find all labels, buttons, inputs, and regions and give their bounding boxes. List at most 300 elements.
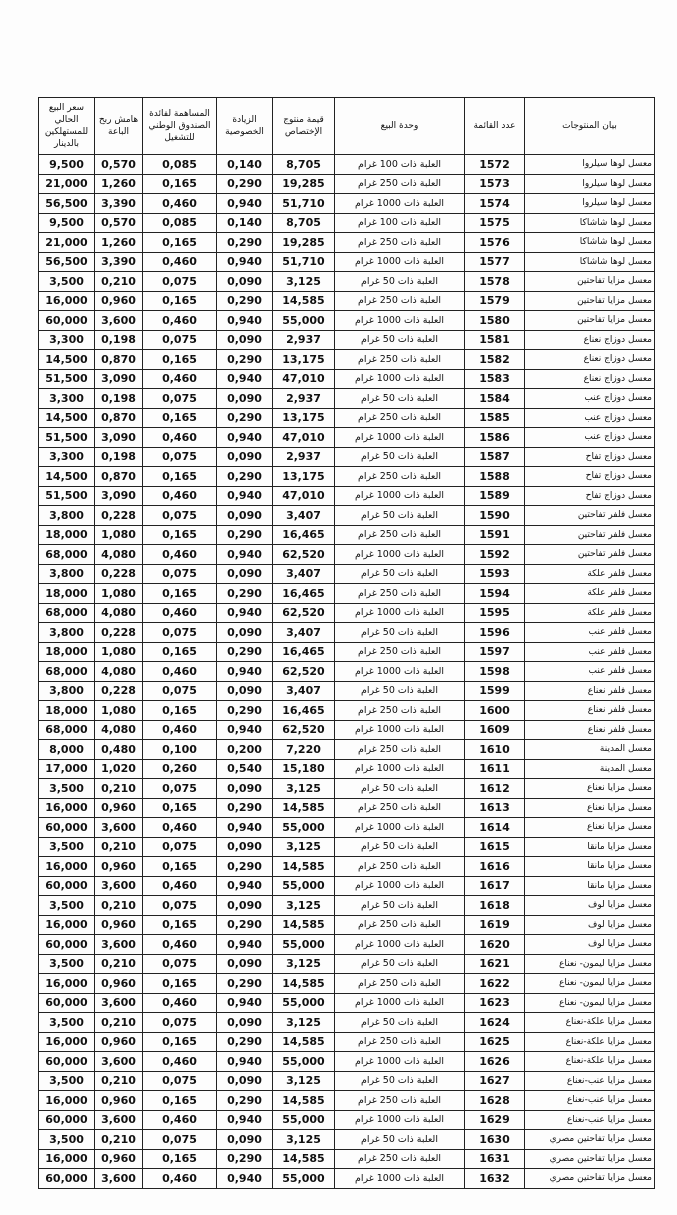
sale-unit-cell: العلبة ذات 1000 غرام	[335, 428, 465, 448]
sale-unit-cell: العلبة ذات 100 غرام	[335, 213, 465, 233]
sale-unit-cell: العلبة ذات 1000 غرام	[335, 252, 465, 272]
special-increase-cell: 0,290	[217, 350, 273, 370]
seller-margin-cell: 3,600	[95, 1110, 143, 1130]
table-row	[39, 701, 655, 721]
seller-margin-cell: 0,198	[95, 330, 143, 350]
product-name-cell: معسل فلفر تفاحتين	[525, 545, 655, 565]
consumer-price-cell: 14,500	[39, 350, 95, 370]
seller-margin-cell: 3,600	[95, 876, 143, 896]
table-row	[39, 623, 655, 643]
product-name-cell: معسل فلفر نعناع	[525, 720, 655, 740]
seller-margin-cell: 1,260	[95, 233, 143, 253]
sale-unit-cell: العلبة ذات 250 غرام	[335, 798, 465, 818]
seller-margin-cell: 3,600	[95, 993, 143, 1013]
employment-fund-cell: 0,460	[143, 545, 217, 565]
list-number-cell: 1587	[465, 447, 525, 467]
sale-unit-cell: العلبة ذات 1000 غرام	[335, 662, 465, 682]
employment-fund-cell: 0,165	[143, 1149, 217, 1169]
product-name-cell: معسل فلفر نعناع	[525, 701, 655, 721]
sale-unit-cell: العلبة ذات 1000 غرام	[335, 935, 465, 955]
employment-fund-cell: 0,460	[143, 486, 217, 506]
sale-unit-cell: العلبة ذات 250 غرام	[335, 233, 465, 253]
product-name-cell: معسل مزايا تفاحتين	[525, 311, 655, 331]
seller-margin-cell: 3,600	[95, 935, 143, 955]
employment-fund-cell: 0,075	[143, 506, 217, 526]
sale-unit-cell: العلبة ذات 250 غرام	[335, 584, 465, 604]
consumer-price-cell: 18,000	[39, 584, 95, 604]
product-value-cell: 13,175	[273, 467, 335, 487]
list-number-cell: 1575	[465, 213, 525, 233]
product-name-cell: معسل مزايا تفاحتين	[525, 291, 655, 311]
seller-margin-cell: 0,210	[95, 1130, 143, 1150]
header-unit: وحدة البيع	[335, 98, 465, 155]
product-name-cell: معسل مزايا مانقا	[525, 837, 655, 857]
seller-margin-cell: 0,210	[95, 896, 143, 916]
table-row	[39, 545, 655, 565]
table-row	[39, 1013, 655, 1033]
seller-margin-cell: 0,210	[95, 1071, 143, 1091]
special-increase-cell: 0,090	[217, 1130, 273, 1150]
special-increase-cell: 0,940	[217, 1169, 273, 1189]
employment-fund-cell: 0,460	[143, 603, 217, 623]
product-value-cell: 3,407	[273, 506, 335, 526]
product-value-cell: 47,010	[273, 486, 335, 506]
product-name-cell: معسل دوزاج عنب	[525, 389, 655, 409]
table-row	[39, 1032, 655, 1052]
table-row	[39, 720, 655, 740]
price-table	[38, 97, 655, 1189]
employment-fund-cell: 0,075	[143, 681, 217, 701]
product-value-cell: 3,125	[273, 1013, 335, 1033]
special-increase-cell: 0,940	[217, 1110, 273, 1130]
product-value-cell: 3,407	[273, 564, 335, 584]
sale-unit-cell: العلبة ذات 1000 غرام	[335, 603, 465, 623]
product-name-cell: معسل لوها شاشاكا	[525, 233, 655, 253]
seller-margin-cell: 3,390	[95, 252, 143, 272]
product-name-cell: معسل مزايا نعناع	[525, 779, 655, 799]
employment-fund-cell: 0,460	[143, 1052, 217, 1072]
sale-unit-cell: العلبة ذات 250 غرام	[335, 974, 465, 994]
product-name-cell: معسل فلفر تفاحتين	[525, 525, 655, 545]
product-value-cell: 13,175	[273, 408, 335, 428]
special-increase-cell: 0,090	[217, 330, 273, 350]
employment-fund-cell: 0,075	[143, 564, 217, 584]
product-value-cell: 13,175	[273, 350, 335, 370]
list-number-cell: 1627	[465, 1071, 525, 1091]
consumer-price-cell: 3,300	[39, 389, 95, 409]
sale-unit-cell: العلبة ذات 250 غرام	[335, 701, 465, 721]
employment-fund-cell: 0,460	[143, 876, 217, 896]
product-value-cell: 14,585	[273, 1091, 335, 1111]
table-row	[39, 467, 655, 487]
product-value-cell: 14,585	[273, 798, 335, 818]
special-increase-cell: 0,290	[217, 291, 273, 311]
special-increase-cell: 0,290	[217, 1091, 273, 1111]
employment-fund-cell: 0,165	[143, 467, 217, 487]
table-row	[39, 603, 655, 623]
table-row	[39, 564, 655, 584]
special-increase-cell: 0,940	[217, 603, 273, 623]
product-value-cell: 55,000	[273, 876, 335, 896]
consumer-price-cell: 60,000	[39, 311, 95, 331]
seller-margin-cell: 3,090	[95, 428, 143, 448]
employment-fund-cell: 0,165	[143, 857, 217, 877]
consumer-price-cell: 68,000	[39, 603, 95, 623]
list-number-cell: 1598	[465, 662, 525, 682]
header-tax: الزيادة الخصوصية	[217, 98, 273, 155]
employment-fund-cell: 0,075	[143, 623, 217, 643]
list-number-cell: 1574	[465, 194, 525, 214]
list-number-cell: 1585	[465, 408, 525, 428]
special-increase-cell: 0,090	[217, 681, 273, 701]
consumer-price-cell: 56,500	[39, 194, 95, 214]
special-increase-cell: 0,090	[217, 837, 273, 857]
employment-fund-cell: 0,460	[143, 428, 217, 448]
product-value-cell: 62,520	[273, 662, 335, 682]
seller-margin-cell: 1,080	[95, 584, 143, 604]
special-increase-cell: 0,290	[217, 1149, 273, 1169]
product-value-cell: 47,010	[273, 369, 335, 389]
product-value-cell: 55,000	[273, 935, 335, 955]
consumer-price-cell: 68,000	[39, 662, 95, 682]
sale-unit-cell: العلبة ذات 1000 غرام	[335, 545, 465, 565]
seller-margin-cell: 4,080	[95, 720, 143, 740]
product-name-cell: معسل مزايا لوف	[525, 915, 655, 935]
seller-margin-cell: 1,260	[95, 174, 143, 194]
table-row	[39, 935, 655, 955]
special-increase-cell: 0,290	[217, 1032, 273, 1052]
header-value: قيمة منتوج الإختصاص	[273, 98, 335, 155]
table-row	[39, 1169, 655, 1189]
product-name-cell: معسل لوها سيلروا	[525, 174, 655, 194]
special-increase-cell: 0,090	[217, 954, 273, 974]
table-row	[39, 642, 655, 662]
list-number-cell: 1614	[465, 818, 525, 838]
consumer-price-cell: 21,000	[39, 233, 95, 253]
list-number-cell: 1580	[465, 311, 525, 331]
list-number-cell: 1622	[465, 974, 525, 994]
special-increase-cell: 0,140	[217, 213, 273, 233]
product-name-cell: معسل دوزاج تفاح	[525, 467, 655, 487]
table-row	[39, 1149, 655, 1169]
employment-fund-cell: 0,460	[143, 1169, 217, 1189]
seller-margin-cell: 0,960	[95, 1149, 143, 1169]
seller-margin-cell: 0,210	[95, 837, 143, 857]
special-increase-cell: 0,090	[217, 1071, 273, 1091]
product-value-cell: 3,125	[273, 1071, 335, 1091]
special-increase-cell: 0,940	[217, 818, 273, 838]
seller-margin-cell: 0,870	[95, 408, 143, 428]
table-row	[39, 389, 655, 409]
seller-margin-cell: 3,600	[95, 1169, 143, 1189]
seller-margin-cell: 1,080	[95, 525, 143, 545]
employment-fund-cell: 0,165	[143, 974, 217, 994]
product-name-cell: معسل مزايا تفاحتين	[525, 272, 655, 292]
consumer-price-cell: 3,800	[39, 623, 95, 643]
list-number-cell: 1612	[465, 779, 525, 799]
product-value-cell: 14,585	[273, 857, 335, 877]
sale-unit-cell: العلبة ذات 250 غرام	[335, 174, 465, 194]
employment-fund-cell: 0,075	[143, 389, 217, 409]
product-value-cell: 14,585	[273, 1032, 335, 1052]
special-increase-cell: 0,940	[217, 194, 273, 214]
employment-fund-cell: 0,165	[143, 701, 217, 721]
table-row	[39, 330, 655, 350]
consumer-price-cell: 3,800	[39, 681, 95, 701]
table-row	[39, 311, 655, 331]
table-row	[39, 798, 655, 818]
product-value-cell: 8,705	[273, 213, 335, 233]
consumer-price-cell: 3,500	[39, 1130, 95, 1150]
product-name-cell: معسل مزايا علكة-نعناع	[525, 1052, 655, 1072]
special-increase-cell: 0,940	[217, 428, 273, 448]
list-number-cell: 1620	[465, 935, 525, 955]
consumer-price-cell: 16,000	[39, 798, 95, 818]
sale-unit-cell: العلبة ذات 50 غرام	[335, 1071, 465, 1091]
seller-margin-cell: 0,210	[95, 954, 143, 974]
employment-fund-cell: 0,165	[143, 1032, 217, 1052]
consumer-price-cell: 60,000	[39, 993, 95, 1013]
table-row	[39, 759, 655, 779]
list-number-cell: 1625	[465, 1032, 525, 1052]
sale-unit-cell: العلبة ذات 50 غرام	[335, 564, 465, 584]
employment-fund-cell: 0,075	[143, 1130, 217, 1150]
special-increase-cell: 0,940	[217, 252, 273, 272]
sale-unit-cell: العلبة ذات 50 غرام	[335, 954, 465, 974]
table-row	[39, 740, 655, 760]
special-increase-cell: 0,940	[217, 1052, 273, 1072]
header-margin: هامش ربح الباعة	[95, 98, 143, 155]
product-name-cell: معسل مزايا مانقا	[525, 876, 655, 896]
consumer-price-cell: 60,000	[39, 1110, 95, 1130]
special-increase-cell: 0,290	[217, 525, 273, 545]
consumer-price-cell: 68,000	[39, 545, 95, 565]
list-number-cell: 1621	[465, 954, 525, 974]
employment-fund-cell: 0,165	[143, 233, 217, 253]
employment-fund-cell: 0,165	[143, 350, 217, 370]
list-number-cell: 1576	[465, 233, 525, 253]
list-number-cell: 1599	[465, 681, 525, 701]
sale-unit-cell: العلبة ذات 50 غرام	[335, 896, 465, 916]
consumer-price-cell: 16,000	[39, 1032, 95, 1052]
employment-fund-cell: 0,075	[143, 272, 217, 292]
table-row	[39, 408, 655, 428]
product-name-cell: معسل دوزاج تفاح	[525, 447, 655, 467]
consumer-price-cell: 3,800	[39, 506, 95, 526]
sale-unit-cell: العلبة ذات 1000 غرام	[335, 1052, 465, 1072]
list-number-cell: 1629	[465, 1110, 525, 1130]
list-number-cell: 1595	[465, 603, 525, 623]
list-number-cell: 1578	[465, 272, 525, 292]
consumer-price-cell: 14,500	[39, 408, 95, 428]
product-value-cell: 16,465	[273, 525, 335, 545]
product-name-cell: معسل فلفر علكة	[525, 603, 655, 623]
sale-unit-cell: العلبة ذات 250 غرام	[335, 1091, 465, 1111]
seller-margin-cell: 0,198	[95, 389, 143, 409]
seller-margin-cell: 0,870	[95, 467, 143, 487]
sale-unit-cell: العلبة ذات 1000 غرام	[335, 876, 465, 896]
employment-fund-cell: 0,165	[143, 525, 217, 545]
list-number-cell: 1632	[465, 1169, 525, 1189]
special-increase-cell: 0,090	[217, 1013, 273, 1033]
consumer-price-cell: 16,000	[39, 1091, 95, 1111]
seller-margin-cell: 0,210	[95, 1013, 143, 1033]
table-row	[39, 974, 655, 994]
sale-unit-cell: العلبة ذات 1000 غرام	[335, 818, 465, 838]
seller-margin-cell: 0,960	[95, 974, 143, 994]
employment-fund-cell: 0,165	[143, 174, 217, 194]
seller-margin-cell: 3,600	[95, 311, 143, 331]
consumer-price-cell: 16,000	[39, 1149, 95, 1169]
list-number-cell: 1586	[465, 428, 525, 448]
table-row	[39, 954, 655, 974]
special-increase-cell: 0,290	[217, 974, 273, 994]
table-body	[39, 155, 655, 1189]
list-number-cell: 1592	[465, 545, 525, 565]
special-increase-cell: 0,940	[217, 369, 273, 389]
list-number-cell: 1630	[465, 1130, 525, 1150]
employment-fund-cell: 0,260	[143, 759, 217, 779]
employment-fund-cell: 0,100	[143, 740, 217, 760]
header-product: بيان المنتوجات	[525, 98, 655, 155]
list-number-cell: 1611	[465, 759, 525, 779]
special-increase-cell: 0,290	[217, 915, 273, 935]
product-value-cell: 14,585	[273, 1149, 335, 1169]
seller-margin-cell: 0,960	[95, 1091, 143, 1111]
product-name-cell: معسل مزايا عنب-نعناع	[525, 1071, 655, 1091]
list-number-cell: 1619	[465, 915, 525, 935]
employment-fund-cell: 0,075	[143, 779, 217, 799]
product-name-cell: معسل فلفر عنب	[525, 623, 655, 643]
sale-unit-cell: العلبة ذات 50 غرام	[335, 623, 465, 643]
product-value-cell: 55,000	[273, 311, 335, 331]
special-increase-cell: 0,290	[217, 467, 273, 487]
product-value-cell: 3,125	[273, 896, 335, 916]
employment-fund-cell: 0,085	[143, 213, 217, 233]
product-name-cell: معسل دوزاج تفاح	[525, 486, 655, 506]
product-value-cell: 55,000	[273, 993, 335, 1013]
product-value-cell: 47,010	[273, 428, 335, 448]
employment-fund-cell: 0,460	[143, 818, 217, 838]
special-increase-cell: 0,940	[217, 662, 273, 682]
table-row	[39, 662, 655, 682]
sale-unit-cell: العلبة ذات 1000 غرام	[335, 759, 465, 779]
sale-unit-cell: العلبة ذات 50 غرام	[335, 779, 465, 799]
sale-unit-cell: العلبة ذات 250 غرام	[335, 915, 465, 935]
special-increase-cell: 0,090	[217, 506, 273, 526]
sale-unit-cell: العلبة ذات 100 غرام	[335, 155, 465, 175]
list-number-cell: 1591	[465, 525, 525, 545]
consumer-price-cell: 51,500	[39, 428, 95, 448]
employment-fund-cell: 0,165	[143, 291, 217, 311]
special-increase-cell: 0,290	[217, 174, 273, 194]
seller-margin-cell: 0,198	[95, 447, 143, 467]
sale-unit-cell: العلبة ذات 1000 غرام	[335, 311, 465, 331]
special-increase-cell: 0,940	[217, 935, 273, 955]
sale-unit-cell: العلبة ذات 250 غرام	[335, 350, 465, 370]
product-name-cell: معسل مزايا ليمون- نعناع	[525, 954, 655, 974]
product-value-cell: 16,465	[273, 701, 335, 721]
sale-unit-cell: العلبة ذات 250 غرام	[335, 291, 465, 311]
table-row	[39, 837, 655, 857]
seller-margin-cell: 3,600	[95, 1052, 143, 1072]
seller-margin-cell: 0,570	[95, 213, 143, 233]
product-name-cell: معسل مزايا عنب-نعناع	[525, 1091, 655, 1111]
consumer-price-cell: 16,000	[39, 915, 95, 935]
sale-unit-cell: العلبة ذات 250 غرام	[335, 1149, 465, 1169]
sale-unit-cell: العلبة ذات 50 غرام	[335, 447, 465, 467]
table-row	[39, 681, 655, 701]
employment-fund-cell: 0,460	[143, 935, 217, 955]
sale-unit-cell: العلبة ذات 1000 غرام	[335, 1110, 465, 1130]
product-value-cell: 15,180	[273, 759, 335, 779]
list-number-cell: 1594	[465, 584, 525, 604]
consumer-price-cell: 3,500	[39, 954, 95, 974]
consumer-price-cell: 3,300	[39, 330, 95, 350]
product-value-cell: 55,000	[273, 818, 335, 838]
consumer-price-cell: 56,500	[39, 252, 95, 272]
product-name-cell: معسل فلفر علكة	[525, 584, 655, 604]
seller-margin-cell: 0,960	[95, 291, 143, 311]
table-row	[39, 447, 655, 467]
consumer-price-cell: 60,000	[39, 876, 95, 896]
product-name-cell: معسل مزايا تفاحتين مصري	[525, 1149, 655, 1169]
consumer-price-cell: 17,000	[39, 759, 95, 779]
table-row	[39, 896, 655, 916]
employment-fund-cell: 0,460	[143, 720, 217, 740]
special-increase-cell: 0,940	[217, 720, 273, 740]
product-name-cell: معسل مزايا لوف	[525, 896, 655, 916]
employment-fund-cell: 0,075	[143, 1013, 217, 1033]
employment-fund-cell: 0,460	[143, 311, 217, 331]
employment-fund-cell: 0,165	[143, 798, 217, 818]
list-number-cell: 1618	[465, 896, 525, 916]
special-increase-cell: 0,940	[217, 311, 273, 331]
special-increase-cell: 0,290	[217, 584, 273, 604]
seller-margin-cell: 3,600	[95, 818, 143, 838]
employment-fund-cell: 0,460	[143, 1110, 217, 1130]
product-name-cell: معسل مزايا ليمون- نعناع	[525, 993, 655, 1013]
product-value-cell: 2,937	[273, 389, 335, 409]
product-value-cell: 55,000	[273, 1110, 335, 1130]
consumer-price-cell: 16,000	[39, 291, 95, 311]
table-row	[39, 252, 655, 272]
list-number-cell: 1581	[465, 330, 525, 350]
product-value-cell: 7,220	[273, 740, 335, 760]
product-value-cell: 8,705	[273, 155, 335, 175]
consumer-price-cell: 51,500	[39, 369, 95, 389]
seller-margin-cell: 0,228	[95, 681, 143, 701]
product-name-cell: معسل مزايا تفاحتين مصري	[525, 1130, 655, 1150]
table-row	[39, 369, 655, 389]
product-value-cell: 3,125	[273, 779, 335, 799]
employment-fund-cell: 0,165	[143, 915, 217, 935]
list-number-cell: 1617	[465, 876, 525, 896]
list-number-cell: 1577	[465, 252, 525, 272]
consumer-price-cell: 3,500	[39, 1071, 95, 1091]
product-value-cell: 19,285	[273, 233, 335, 253]
sale-unit-cell: العلبة ذات 50 غرام	[335, 272, 465, 292]
employment-fund-cell: 0,165	[143, 642, 217, 662]
product-value-cell: 3,125	[273, 1130, 335, 1150]
list-number-cell: 1624	[465, 1013, 525, 1033]
table-row	[39, 272, 655, 292]
seller-margin-cell: 0,228	[95, 623, 143, 643]
product-value-cell: 55,000	[273, 1052, 335, 1072]
seller-margin-cell: 0,228	[95, 564, 143, 584]
product-name-cell: معسل دوزاج عنب	[525, 408, 655, 428]
product-name-cell: معسل المدينة	[525, 759, 655, 779]
